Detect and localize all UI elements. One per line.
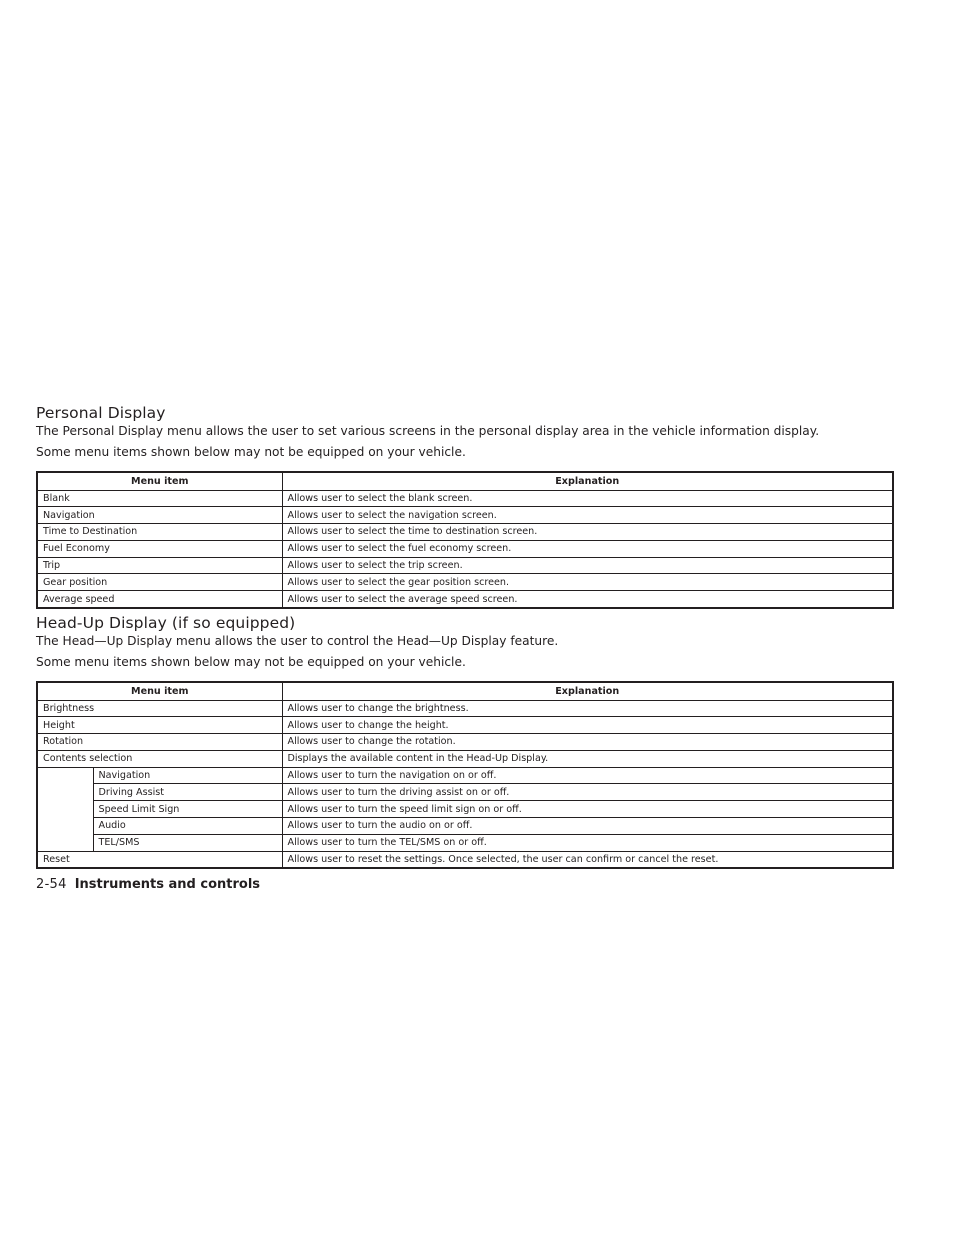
table-row: [37, 801, 893, 818]
personal-display-note: Some menu items shown below may not be equipped on your vehicle.: [36, 445, 466, 459]
table-row: [37, 490, 893, 507]
explanation-cell: Allows user to select the blank screen.: [282, 490, 893, 507]
menu-item-cell: Average speed: [37, 591, 282, 608]
explanation-cell: Allows user to turn the speed limit sign on or off.: [282, 801, 893, 818]
table-header-row: [37, 682, 893, 700]
table-row: [37, 524, 893, 541]
menu-item-cell: Height: [37, 717, 282, 734]
explanation-cell: Allows user to select the average speed screen.: [282, 591, 893, 608]
indent-spacer-cell: [37, 767, 93, 851]
table-row: [37, 591, 893, 608]
sub-item-cell: Audio: [93, 818, 282, 835]
hud-table: [36, 681, 894, 869]
explanation-cell: Allows user to select the trip screen.: [282, 557, 893, 574]
table-row: [37, 574, 893, 591]
explanation-cell: Allows user to turn the driving assist on or off.: [282, 784, 893, 801]
table-row: [37, 834, 893, 851]
sub-item-cell: TEL/SMS: [93, 834, 282, 851]
table-row: [37, 851, 893, 868]
table-row: [37, 540, 893, 557]
footer-section-title: Instruments and controls: [74, 877, 261, 892]
table-row: [37, 750, 893, 767]
table-row: [37, 734, 893, 751]
explanation-cell: Allows user to reset the settings. Once selected, the user can confirm or cancel the reset.: [282, 851, 893, 868]
sub-item-cell: Speed Limit Sign: [93, 801, 282, 818]
column-header-explanation: Explanation: [282, 472, 893, 490]
table-row: [37, 700, 893, 717]
hud-title: Head-Up Display (if so equipped): [36, 614, 296, 632]
hud-intro: The Head—Up Display menu allows the user to control the Head—Up Display feature.: [36, 634, 559, 648]
explanation-cell: Allows user to select the navigation screen.: [282, 507, 893, 524]
personal-display-intro: The Personal Display menu allows the user to set various screens in the personal display area in the vehicle information display.: [36, 424, 820, 438]
column-header-menu-item: Menu item: [37, 472, 282, 490]
menu-item-cell: Navigation: [37, 507, 282, 524]
menu-item-cell: Contents selection: [37, 750, 282, 767]
explanation-cell: Allows user to turn the audio on or off.: [282, 818, 893, 835]
table-row: [37, 507, 893, 524]
menu-item-cell: Reset: [37, 851, 282, 868]
explanation-cell: Allows user to change the brightness.: [282, 700, 893, 717]
table-row: [37, 784, 893, 801]
explanation-cell: Allows user to select the fuel economy screen.: [282, 540, 893, 557]
menu-item-cell: Trip: [37, 557, 282, 574]
menu-item-cell: Brightness: [37, 700, 282, 717]
explanation-cell: Allows user to turn the navigation on or off.: [282, 767, 893, 784]
column-header-explanation: Explanation: [282, 682, 893, 700]
explanation-cell: Allows user to select the time to destination screen.: [282, 524, 893, 541]
menu-item-cell: Gear position: [37, 574, 282, 591]
table-row: [37, 557, 893, 574]
table-row: [37, 767, 893, 784]
explanation-cell: Allows user to turn the TEL/SMS on or off.: [282, 834, 893, 851]
menu-item-cell: Time to Destination: [37, 524, 282, 541]
table-header-row: [37, 472, 893, 490]
menu-item-cell: Fuel Economy: [37, 540, 282, 557]
page-number: 2-54: [36, 877, 67, 892]
explanation-cell: Allows user to change the rotation.: [282, 734, 893, 751]
personal-display-table: [36, 471, 894, 609]
explanation-cell: Displays the available content in the Head-Up Display.: [282, 750, 893, 767]
explanation-cell: Allows user to select the gear position screen.: [282, 574, 893, 591]
table-row: [37, 717, 893, 734]
page-footer: [36, 876, 260, 894]
personal-display-title: Personal Display: [36, 404, 166, 422]
menu-item-cell: Blank: [37, 490, 282, 507]
hud-note: Some menu items shown below may not be equipped on your vehicle.: [36, 655, 466, 669]
column-header-menu-item: Menu item: [37, 682, 282, 700]
menu-item-cell: Rotation: [37, 734, 282, 751]
sub-item-cell: Driving Assist: [93, 784, 282, 801]
explanation-cell: Allows user to change the height.: [282, 717, 893, 734]
sub-item-cell: Navigation: [93, 767, 282, 784]
table-row: [37, 818, 893, 835]
